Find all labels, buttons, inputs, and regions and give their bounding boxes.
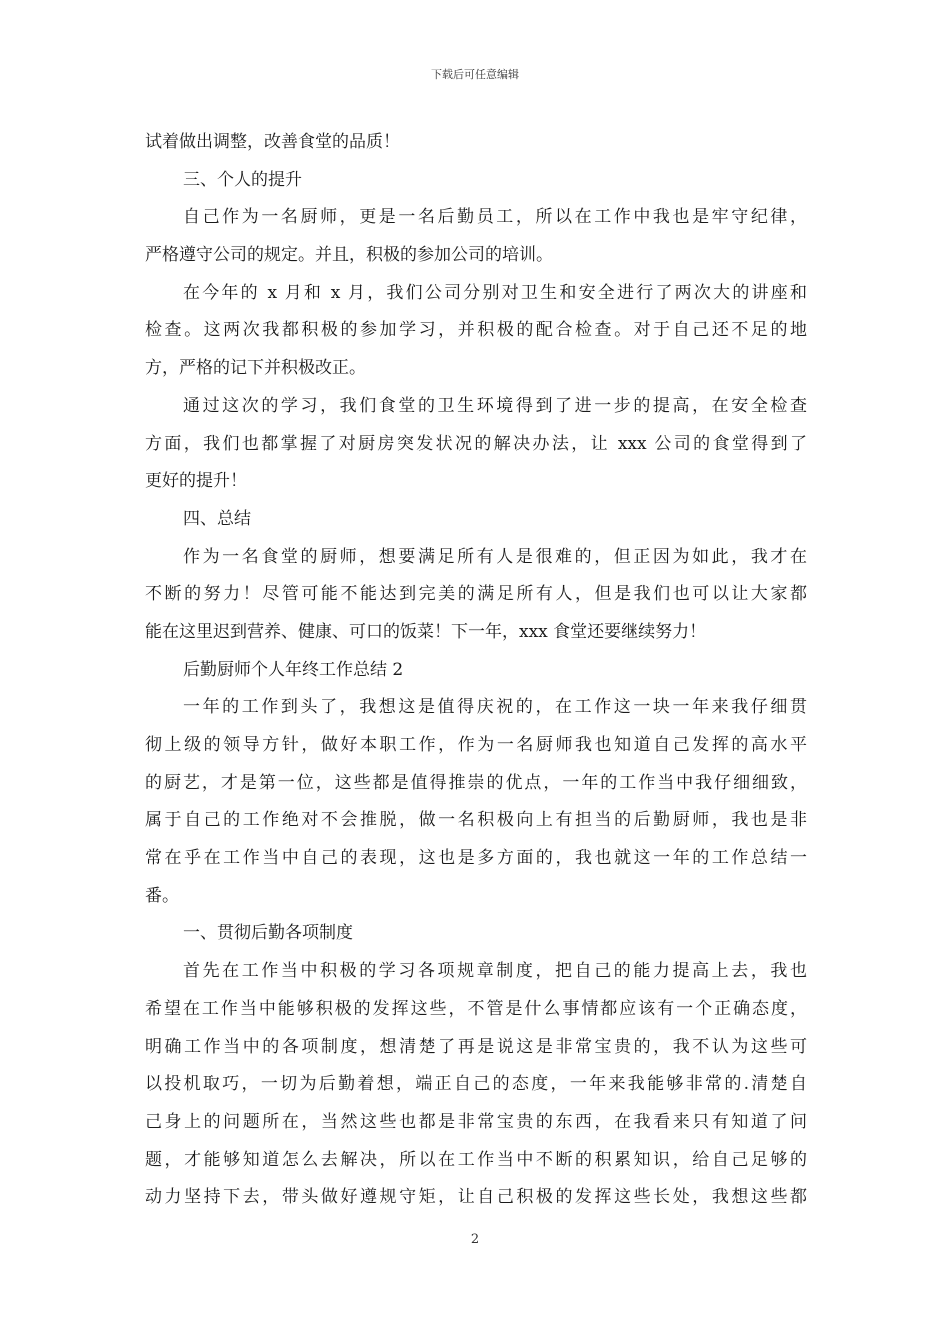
text-line: 方，严格的记下并积极改正。 [145, 358, 366, 379]
page-number: 2 [470, 1232, 480, 1247]
text-line: 作为一名食堂的厨师，想要满足所有人是很难的，但正因为如此，我才在 [183, 546, 807, 567]
text-line: 一年的工作到头了，我想这是值得庆祝的，在工作这一块一年来我仔细贯 [183, 697, 807, 718]
text-line: 以投机取巧，一切为后勤着想，端正自己的态度，一年来我能够非常的.清楚自 [145, 1074, 807, 1095]
text-line: 常在乎在工作当中自己的表现，这也是多方面的，我也就这一年的工作总结一 [145, 848, 807, 869]
text-line: 己身上的问题所在，当然这些也都是非常宝贵的东西，在我看来只有知道了问 [145, 1111, 807, 1132]
text-line: 动力坚持下去，带头做好遵规守矩，让自己积极的发挥这些长处，我想这些都 [145, 1187, 807, 1208]
text-line: 彻上级的领导方针，做好本职工作，作为一名厨师我也知道自己发挥的高水平 [145, 735, 807, 755]
text-line: 属于自己的工作绝对不会推脱，做一名积极向上有担当的后勤厨师，我也是非 [145, 810, 807, 831]
text-line: 后勤厨师个人年终工作总结 2 [183, 659, 404, 680]
text-line: 试着做出调整，改善食堂的品质！ [145, 132, 400, 152]
text-line: 首先在工作当中积极的学习各项规章制度，把自己的能力提高上去，我也 [183, 961, 807, 982]
text-line: 方面，我们也都掌握了对厨房突发状况的解决办法，让 xxx 公司的食堂得到了 [145, 433, 807, 454]
text-line: 番。 [145, 885, 179, 906]
text-line: 不断的努力！尽管可能不能达到完美的满足所有人，但是我们也可以让大家都 [145, 584, 807, 605]
text-line: 希望在工作当中能够积极的发挥这些，不管是什么事情都应该有一个正确态度， [145, 998, 807, 1019]
page-header-note: 下载后可任意编辑 [431, 68, 519, 81]
text-line: 题，才能够知道怎么去解决，所以在工作当中不断的积累知识，给自己足够的 [145, 1149, 807, 1170]
text-line: 自己作为一名厨师，更是一名后勤员工，所以在工作中我也是牢守纪律， [183, 207, 807, 228]
text-line: 一、贯彻后勤各项制度 [183, 923, 353, 944]
text-line: 的厨艺，才是第一位，这些都是值得推崇的优点，一年的工作当中我仔细细致， [145, 772, 807, 793]
text-line: 更好的提升！ [145, 471, 247, 492]
text-line: 严格遵守公司的规定。并且，积极的参加公司的培训。 [145, 245, 553, 266]
text-line: 能在这里迟到营养、健康、可口的饭菜！下一年，xxx 食堂还要继续努力！ [145, 621, 707, 642]
document-body [145, 124, 807, 1217]
text-line: 明确工作当中的各项制度，想清楚了再是说这是非常宝贵的，我不认为这些可 [145, 1036, 807, 1057]
text-line: 四、总结 [183, 508, 251, 529]
text-line: 三、个人的提升 [183, 169, 302, 190]
text-line: 检查。这两次我都积极的参加学习，并积极的配合检查。对于自己还不足的地 [145, 320, 807, 341]
text-line: 在今年的 x 月和 x 月，我们公司分别对卫生和安全进行了两次大的讲座和 [183, 282, 807, 303]
text-line: 通过这次的学习，我们食堂的卫生环境得到了进一步的提高，在安全检查 [183, 395, 807, 416]
